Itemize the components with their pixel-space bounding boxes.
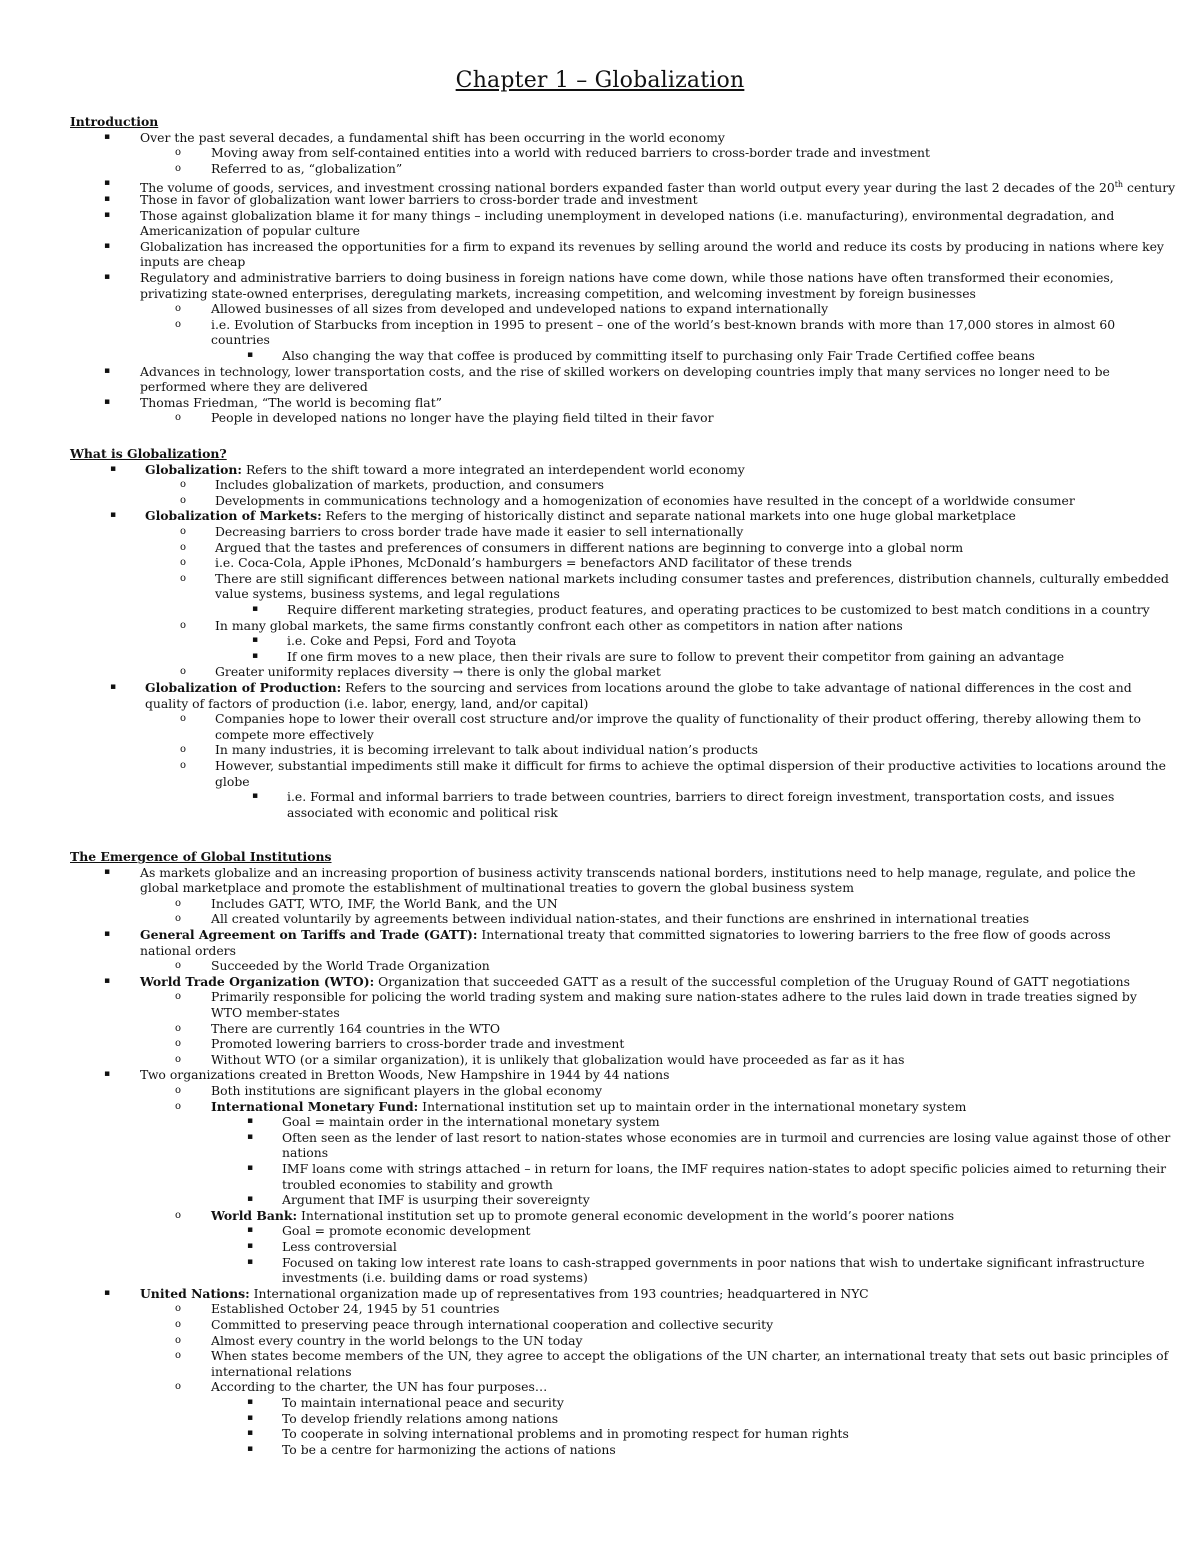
list-item-line (140, 239, 1164, 255)
item-text: globe (215, 773, 250, 789)
bullet-circle-icon: o (180, 760, 187, 771)
list-item-line (140, 208, 1114, 224)
item-text: Refers to the shift toward a more integrated an interdependent world economy (242, 461, 745, 477)
item-text: Established October 24, 1945 by 51 countries (211, 1301, 500, 1317)
list-item-line (211, 1052, 905, 1068)
list-item-line (211, 145, 930, 161)
item-text: national orders (140, 942, 236, 958)
list-item-line (215, 711, 1141, 727)
list-item-line (140, 943, 236, 959)
item-text: In many global markets, the same firms constantly confront each other as competitors in nation after nations (215, 617, 903, 633)
item-text: Over the past several decades, a fundamental shift has been occurring in the world economy (140, 129, 725, 145)
item-text: Includes globalization of markets, production, and consumers (215, 477, 604, 493)
list-item-line (215, 727, 374, 743)
bullet-circle-icon: o (180, 619, 187, 631)
item-text: Often seen as the lender of last resort to nation-states whose economies are in turmoil and currencies are losing value against those of other (282, 1129, 1171, 1145)
item-text: international relations (211, 1363, 352, 1379)
list-item-line (215, 586, 560, 602)
page-title: Chapter 1 – Globalization (455, 68, 745, 93)
item-text: Primarily responsible for policing the world trading system and making sure nation-states adhere to the rules laid down in trade treaties signed by (211, 989, 1137, 1005)
list-item-line (211, 410, 714, 426)
list-item-line (211, 1083, 602, 1099)
item-text: countries (211, 332, 270, 348)
bullet-square-icon: ▪ (104, 365, 111, 376)
list-item-line (140, 1286, 869, 1302)
bullet-circle-icon: o (175, 991, 182, 1003)
bullet-circle-icon: o (175, 1085, 182, 1096)
list-item-line (282, 1192, 590, 1208)
item-text: When states become members of the UN, they agree to accept the obligations of the UN charter, an international treaty that sets out basic principles of (211, 1348, 1169, 1364)
item-text: i.e. Formal and informal barriers to trade between countries, barriers to direct foreign investment, transportation costs, and issues (287, 789, 1115, 805)
list-item-line (145, 508, 1016, 524)
bullet-square-icon: ▪ (247, 1116, 254, 1127)
term-label: Globalization of Production: (145, 680, 342, 695)
bullet-square-icon: ▪ (247, 1163, 254, 1173)
item-text: Americanization of popular culture (140, 223, 361, 239)
list-item-line (140, 379, 368, 395)
item-text: Succeeded by the World Trade Organization (211, 958, 490, 974)
item-text: International treaty that committed signatories to lowering barriers to the free flow of goods across (477, 927, 1111, 942)
list-item-line (211, 896, 558, 912)
bullet-square-icon: ▪ (247, 1225, 254, 1236)
item-text: privatizing state-owned enterprises, deregulating markets, increasing competition, and welcoming investment by foreign businesses (140, 285, 976, 301)
item-text: Includes GATT, WTO, IMF, the World Bank, and the UN (211, 895, 558, 911)
item-text: global marketplace and promote the establishment of multinational treaties to govern the global business system (140, 880, 855, 896)
bullet-circle-icon: o (175, 318, 182, 330)
item-text: nations (282, 1145, 329, 1161)
bullet-circle-icon: o (175, 162, 182, 174)
item-text: If one firm moves to a new place, then their rivals are sure to follow to prevent their competitor from gaining an advantage (287, 648, 1065, 664)
list-item-line (215, 758, 1166, 774)
list-item-line (282, 1255, 1145, 1271)
item-text: In many industries, it is becoming irrelevant to talk about individual nation’s products (215, 742, 758, 758)
bullet-circle-icon: o (175, 1038, 182, 1050)
list-item-line (211, 1333, 583, 1349)
item-text: Require different marketing strategies, product features, and operating practices to be customized to best match conditions in a country (287, 602, 1150, 617)
bullet-square-icon: ▪ (104, 1069, 111, 1080)
list-item-line (140, 130, 725, 146)
item-text: Decreasing barriers to cross border trade have made it easier to sell internationally (215, 524, 744, 539)
item-text: Organization that succeeded GATT as a result of the successful completion of the Uruguay Round of GATT negotiations (374, 973, 1130, 989)
list-item-line (282, 1395, 564, 1411)
item-text: Both institutions are significant players in the global economy (211, 1083, 603, 1098)
list-item-line (282, 1114, 660, 1130)
bullet-square-icon: ▪ (247, 1443, 254, 1454)
list-item-line (211, 1364, 352, 1380)
item-text: Allowed businesses of all sizes from developed and undeveloped nations to expand internationally (211, 301, 829, 317)
item-text: Globalization has increased the opportunities for a firm to expand its revenues by selling around the world and reduce its costs by producing in nations where key (140, 238, 1164, 254)
list-item-line (215, 774, 250, 790)
item-text: Almost every country in the world belongs to the UN today (211, 1332, 583, 1348)
list-item-line (211, 1099, 966, 1115)
list-item-line (140, 927, 1111, 943)
item-text: performed where they are delivered (140, 379, 368, 395)
item-text: Developments in communications technology and a homogenization of economies have resulted in the concept of a worldwide consumer (215, 492, 1075, 508)
list-item-line (282, 1177, 553, 1193)
list-item-line (211, 1005, 340, 1021)
list-item-line (215, 477, 604, 493)
bullet-square-icon: ▪ (110, 463, 117, 474)
item-text: All created voluntarily by agreements between individual nation-states, and their functions are enshrined in international treaties (211, 911, 1030, 927)
item-text: Companies hope to lower their overall cost structure and/or improve the quality of functionality of their product offering, thereby allowing them to (215, 711, 1141, 727)
list-item-line (211, 1301, 499, 1317)
item-text: associated with economic and political risk (287, 804, 558, 820)
bullet-circle-icon: o (175, 960, 182, 972)
item-text: quality of factors of production (i.e. labor, energy, land, and/or capital) (145, 695, 589, 711)
bullet-square-icon: ▪ (247, 1194, 254, 1205)
bullet-circle-icon: o (175, 897, 182, 909)
list-item-line (215, 571, 1169, 587)
list-item-line (287, 602, 1150, 618)
item-text: Refers to the merging of historically distinct and separate national markets into one huge global marketplace (321, 508, 1016, 524)
item-text: WTO member-states (211, 1005, 340, 1020)
item-text: Regulatory and administrative barriers to doing business in foreign nations have come down, while those nations have often transformed their economies, (140, 270, 1114, 285)
list-item-line (282, 1270, 588, 1286)
list-item-line (140, 1067, 670, 1083)
list-item-line (282, 1223, 531, 1239)
bullet-circle-icon: o (180, 744, 187, 756)
list-item-line (215, 618, 903, 634)
list-item-line (211, 1021, 500, 1037)
list-item-line (215, 524, 743, 540)
bullet-square-icon: ▪ (110, 510, 117, 521)
bullet-square-icon: ▪ (110, 682, 117, 692)
list-item-line (145, 696, 588, 712)
item-text: Moving away from self-contained entities into a world with reduced barriers to cross-border trade and investment (211, 145, 930, 161)
list-item-line (282, 1130, 1170, 1146)
bullet-circle-icon: o (180, 479, 187, 491)
list-item-line (211, 989, 1137, 1005)
item-text: Committed to preserving peace through international cooperation and collective security (211, 1317, 774, 1332)
list-item-line (287, 805, 558, 821)
item-text: Two organizations created in Bretton Woods, New Hampshire in 1944 by 44 nations (140, 1067, 670, 1083)
bullet-circle-icon: o (175, 303, 182, 315)
list-item-line (211, 161, 402, 177)
list-item-line (215, 664, 661, 680)
term-label: United Nations: (140, 1285, 250, 1301)
bullet-square-icon: ▪ (252, 604, 259, 614)
bullet-square-icon: ▪ (104, 209, 111, 220)
item-text: Without WTO (or a similar organization), it is unlikely that globalization would have proceeded as far as it has (211, 1051, 905, 1067)
bullet-circle-icon: o (180, 526, 187, 537)
bullet-circle-icon: o (175, 1022, 182, 1034)
section-heading: The Emergence of Global Institutions (70, 849, 332, 864)
term-label: General Agreement on Tariffs and Trade (GATT): (140, 927, 478, 942)
item-text: There are still significant differences between national markets including consumer tastes and preferences, distribution channels, culturally embedded (215, 570, 1169, 586)
item-text: However, substantial impediments still make it difficult for firms to achieve the optimal dispersion of their productive activities to locations around the (215, 758, 1166, 773)
list-item-line (211, 301, 828, 317)
list-item-line (140, 880, 854, 896)
item-text: To cooperate in solving international problems and in promoting respect for human rights (282, 1426, 849, 1442)
item-text: There are currently 164 countries in the WTO (211, 1020, 501, 1036)
bullet-square-icon: ▪ (252, 791, 259, 802)
bullet-square-icon: ▪ (247, 1256, 254, 1267)
list-item-line (215, 540, 963, 556)
bullet-circle-icon: o (180, 572, 187, 584)
item-text: i.e. Evolution of Starbucks from inception in 1995 to present – one of the world’s best-known brands with more than 17,000 stores in almost 60 (211, 316, 1116, 332)
item-text: To maintain international peace and security (282, 1395, 564, 1410)
item-text: According to the charter, the UN has four purposes… (211, 1379, 548, 1395)
list-item-line (211, 317, 1115, 333)
item-text: International institution set up to promote general economic development in the world’s poorer nations (297, 1207, 955, 1223)
item-text: i.e. Coke and Pepsi, Ford and Toyota (287, 633, 517, 649)
item-text: Greater uniformity replaces diversity → there is only the global market (215, 664, 661, 680)
bullet-circle-icon: o (175, 1381, 182, 1393)
list-item-line (140, 223, 360, 239)
list-item-line (215, 742, 758, 758)
item-text: i.e. Coca-Cola, Apple iPhones, McDonald’s hamburgers = benefactors AND facilitator of these trends (215, 555, 853, 571)
bullet-circle-icon: o (180, 713, 187, 725)
item-text: To develop friendly relations among nations (282, 1410, 559, 1426)
item-text: Referred to as, “globalization” (211, 160, 403, 176)
list-item-line (140, 286, 976, 302)
item-text: Less controversial (282, 1239, 397, 1254)
item-text: Goal = promote economic development (282, 1223, 531, 1239)
list-item-line (211, 1317, 773, 1333)
item-text: Argued that the tastes and preferences of consumers in different nations are beginning to converge into a global norm (215, 539, 964, 555)
list-item-line (140, 865, 1136, 881)
item-text: People in developed nations no longer have the playing field tilted in their favor (211, 410, 714, 426)
bullet-square-icon: ▪ (104, 240, 111, 251)
bullet-square-icon: ▪ (104, 131, 111, 142)
list-item-line (287, 649, 1064, 665)
list-item-line (211, 332, 270, 348)
item-text: As markets globalize and an increasing proportion of business activity transcends national borders, institutions need to help manage, regulate, and police the (140, 864, 1136, 880)
term-label: Globalization: (145, 461, 243, 477)
term-label: World Trade Organization (WTO): (140, 973, 375, 989)
list-item-line (282, 1442, 616, 1458)
section-heading: Introduction (70, 114, 159, 129)
bullet-square-icon: ▪ (104, 1287, 111, 1298)
item-text: Promoted lowering barriers to cross-border trade and investment (211, 1036, 625, 1052)
bullet-square-icon: ▪ (247, 1428, 254, 1439)
bullet-square-icon: ▪ (247, 1241, 254, 1251)
bullet-square-icon: ▪ (104, 866, 111, 877)
bullet-square-icon: ▪ (252, 650, 259, 661)
item-text: Also changing the way that coffee is produced by committing itself to purchasing only Fair Trade Certified coffee beans (282, 348, 1035, 363)
bullet-square-icon: ▪ (104, 396, 111, 407)
bullet-circle-icon: o (175, 1303, 182, 1315)
bullet-circle-icon: o (180, 666, 187, 678)
list-item-line (282, 1145, 328, 1161)
list-item-line (211, 1348, 1168, 1364)
list-item-line (282, 348, 1035, 364)
item-text: International organization made up of representatives from 193 countries; headquartered in NYC (249, 1285, 869, 1301)
item-text: International institution set up to maintain order in the international monetary system (418, 1098, 967, 1114)
item-text: Thomas Friedman, “The world is becoming flat” (140, 394, 443, 410)
term-label: World Bank: (211, 1207, 298, 1223)
item-text: IMF loans come with strings attached – in return for loans, the IMF requires nation-states to adopt specific policies aimed to returning their (282, 1161, 1167, 1176)
list-item-line (140, 395, 442, 411)
item-text: investments (i.e. building dams or road systems) (282, 1270, 588, 1286)
bullet-square-icon: ▪ (247, 350, 254, 360)
bullet-square-icon: ▪ (104, 178, 111, 189)
list-item-line (211, 1208, 954, 1224)
item-text: Focused on taking low interest rate loans to cash-strapped governments in poor nations that wish to undertake significant infrastructure (282, 1254, 1145, 1270)
bullet-square-icon: ▪ (247, 1412, 254, 1423)
bullet-circle-icon: o (175, 147, 182, 159)
section-heading: What is Globalization? (70, 446, 227, 461)
bullet-circle-icon: o (175, 1209, 182, 1221)
item-text: To be a centre for harmonizing the actions of nations (282, 1441, 616, 1457)
bullet-circle-icon: o (175, 1350, 182, 1362)
bullet-square-icon: ▪ (104, 194, 111, 204)
bullet-square-icon: ▪ (247, 1397, 254, 1407)
item-text: Goal = maintain order in the international monetary system (282, 1114, 660, 1130)
item-text: troubled economies to stability and growth (282, 1176, 553, 1192)
list-item-line (140, 974, 1130, 990)
bullet-circle-icon: o (180, 494, 187, 506)
bullet-square-icon: ▪ (252, 635, 259, 646)
bullet-circle-icon: o (175, 1100, 182, 1112)
list-item-line (211, 911, 1029, 927)
list-item-line (282, 1426, 849, 1442)
bullet-square-icon: ▪ (104, 975, 111, 986)
bullet-circle-icon: o (175, 1319, 182, 1330)
list-item-line (140, 192, 698, 208)
item-text: Refers to the sourcing and services from locations around the globe to take advantage of national differences in the cost and (341, 680, 1132, 695)
item-text: Those in favor of globalization want lower barriers to cross-border trade and investment (140, 192, 698, 207)
item-text: inputs are cheap (140, 254, 246, 270)
bullet-square-icon: ▪ (104, 272, 111, 282)
bullet-square-icon: ▪ (247, 1131, 254, 1142)
list-item-line (282, 1239, 397, 1255)
list-item-line (145, 462, 745, 478)
term-label: Globalization of Markets: (145, 508, 322, 524)
bullet-circle-icon: o (180, 541, 187, 553)
item-text: Argument that IMF is usurping their sovereignty (282, 1192, 590, 1208)
item-text: Those against globalization blame it for many things – including unemployment in developed nations (i.e. manufacturing), environmental degradation, and (140, 207, 1115, 223)
bullet-circle-icon: o (175, 412, 182, 424)
list-item-line (140, 254, 245, 270)
bullet-circle-icon: o (180, 557, 187, 569)
list-item-line (215, 555, 852, 571)
list-item-line (211, 1379, 547, 1395)
bullet-circle-icon: o (175, 1053, 182, 1065)
item-text: compete more effectively (215, 726, 374, 742)
list-item-line (287, 633, 516, 649)
item-text: The volume of goods, services, and investment crossing national borders expanded faster than world output every year during the last 2 decades of the 20th century (140, 179, 1176, 195)
bullet-circle-icon: o (175, 913, 182, 925)
bullet-circle-icon: o (175, 1334, 182, 1346)
item-text: Advances in technology, lower transportation costs, and the rise of skilled workers on developing countries imply that many services no longer need to be (140, 363, 1110, 379)
list-item-line (211, 1036, 624, 1052)
list-item-line (287, 789, 1114, 805)
bullet-square-icon: ▪ (104, 929, 111, 939)
list-item-line (140, 364, 1110, 380)
list-item-line (140, 270, 1114, 286)
item-text: value systems, business systems, and legal regulations (215, 586, 560, 602)
list-item-line (211, 958, 490, 974)
list-item-line (145, 680, 1132, 696)
list-item-line (282, 1411, 558, 1427)
list-item-line (215, 493, 1075, 509)
term-label: International Monetary Fund: (211, 1098, 419, 1114)
list-item-line (282, 1161, 1166, 1177)
